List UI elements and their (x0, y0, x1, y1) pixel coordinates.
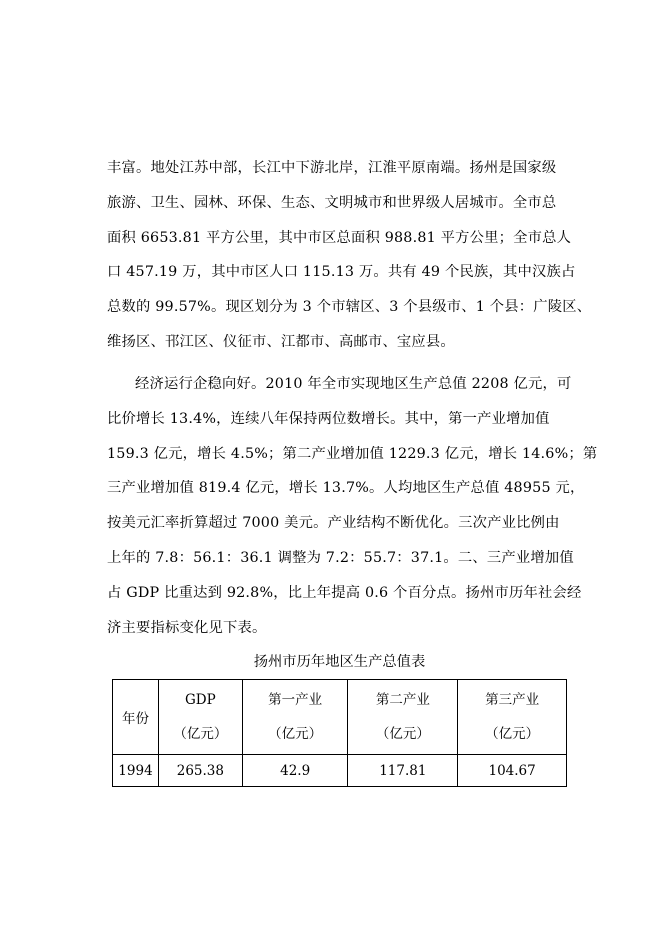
header-gdp (158, 680, 242, 755)
text-line: 三产业增加值 819.4 亿元，增长 13.7%。人均地区生产总值 48955 元， (107, 480, 585, 497)
text-line: 济主要指标变化见下表。 (107, 619, 267, 636)
header-secondary-name: 第二产业 (375, 692, 430, 708)
header-year (113, 680, 159, 755)
text-line: 总数的 99.57%。现区划分为 3 个市辖区、3 个县级市、1 个县：广陵区、 (107, 299, 592, 316)
text-line: 上年的 7.8：56.1：36.1 调整为 7.2：55.7：37.1。二、三产业增加值 (107, 549, 574, 566)
text-line: 经济运行企稳向好。2010 年全市实现地区生产总值 2208 亿元，可 (135, 376, 572, 392)
text-line: 159.3 亿元，增长 4.5%；第二产业增加值 1229.3 亿元，增长 14.6%；第 (107, 445, 598, 462)
header-primary-unit: （亿元） (268, 726, 323, 742)
table-caption: 扬州市历年地区生产总值表 (253, 654, 426, 670)
text-line: 比价增长 13.4%，连续八年保持两位数增长。其中，第一产业增加值 (107, 410, 550, 427)
gdp-table (112, 679, 567, 787)
text-line: 维扬区、邗江区、仪征市、江都市、高邮市、宝应县。 (107, 333, 455, 350)
paragraph-economy (107, 367, 598, 645)
text-line: 按美元汇率折算超过 7000 美元。产业结构不断优化。三次产业比例由 (107, 515, 560, 532)
text-line: 面积 6653.81 平方公里，其中市区总面积 988.81 平方公里；全市总人 (107, 229, 572, 246)
header-secondary-unit: （亿元） (375, 726, 430, 742)
text-line: 口 457.19 万，其中市区人口 115.13 万。共有 49 个民族，其中汉族占 (107, 264, 576, 281)
table-header-row (113, 680, 567, 755)
header-year-label: 年份 (121, 711, 149, 727)
table-row (113, 755, 567, 787)
header-tertiary (458, 680, 567, 755)
text-line: 占 GDP 比重达到 92.8%，比上年提高 0.6 个百分点。扬州市历年社会经 (107, 584, 582, 601)
header-secondary (348, 680, 458, 755)
cell-gdp: 265.38 (158, 755, 242, 787)
paragraph-overview (107, 151, 592, 360)
header-tertiary-unit: （亿元） (485, 726, 540, 742)
cell-tertiary: 104.67 (458, 755, 567, 787)
cell-year: 1994 (113, 755, 159, 787)
header-tertiary-name: 第三产业 (485, 692, 540, 708)
cell-primary: 42.9 (242, 755, 348, 787)
header-primary-name: 第一产业 (268, 692, 323, 708)
cell-secondary: 117.81 (348, 755, 458, 787)
text-line: 旅游、卫生、园林、环保、生态、文明城市和世界级人居城市。全市总 (107, 194, 557, 211)
header-gdp-unit: （亿元） (173, 726, 228, 742)
text-line: 丰富。地处江苏中部，长江中下游北岸，江淮平原南端。扬州是国家级 (107, 160, 557, 176)
header-primary (242, 680, 348, 755)
header-gdp-name: GDP (185, 692, 216, 708)
